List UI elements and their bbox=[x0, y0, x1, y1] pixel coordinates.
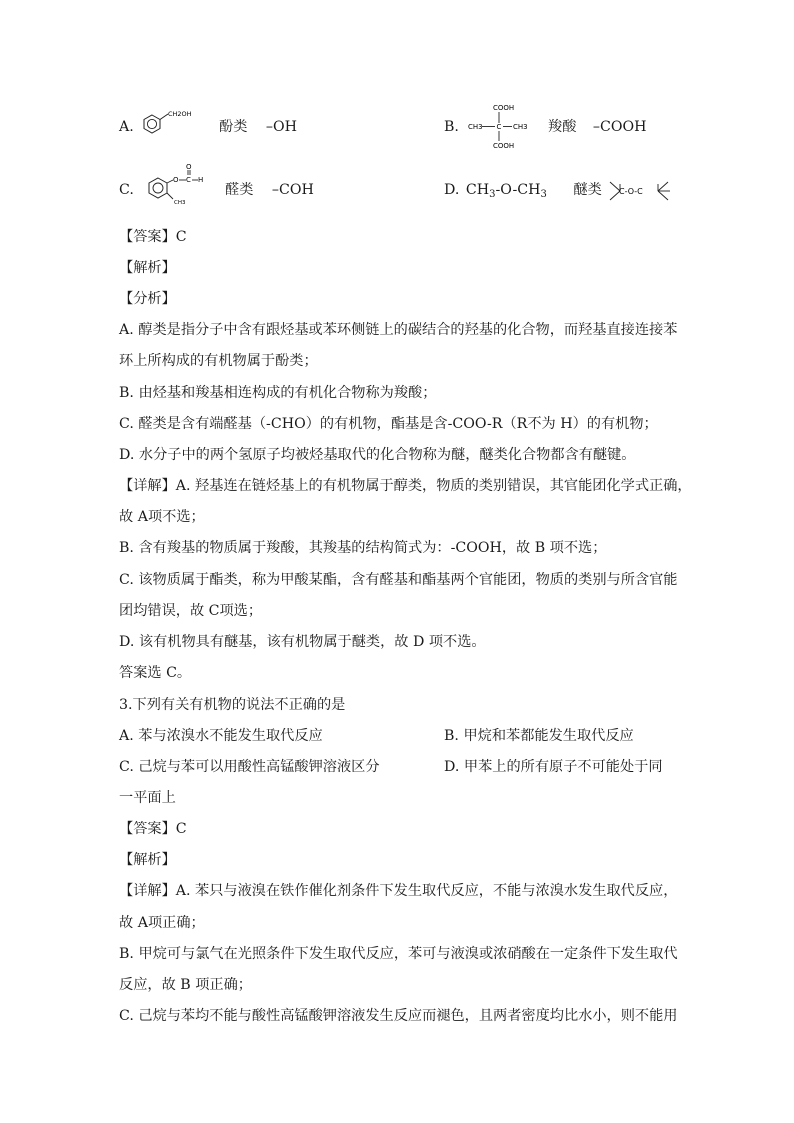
q2-jiexi-heading: 【解析】 bbox=[119, 260, 176, 276]
class-name: 羧酸 bbox=[548, 119, 577, 135]
structure-label: C bbox=[496, 123, 502, 131]
ether-formula: $CH_3-O-CH_3$ bbox=[465, 182, 547, 200]
q3-stem: 3.下列有关有机物的说法不正确的是 bbox=[119, 697, 346, 713]
option-letter: C. bbox=[119, 182, 134, 198]
q3-answer: 【答案】C bbox=[119, 821, 187, 837]
class-name: 醚类 bbox=[573, 182, 602, 198]
q2-detail-b: B. 含有羧基的物质属于羧酸，其羧基的结构简式为：-COOH，故 B 项不选； bbox=[119, 540, 607, 556]
structure-label: O bbox=[173, 176, 179, 184]
option-a bbox=[119, 117, 134, 137]
q2-detail-c-line1: C. 该物质属于酯类，称为甲酸某酯，含有醛基和酯基两个官能团，物质的类别与所含官能 bbox=[119, 572, 678, 588]
q3-jiexi-heading: 【解析】 bbox=[119, 852, 176, 868]
q2-detail-c-line2: 团均错误，故 C项选； bbox=[119, 603, 263, 619]
structure-label: CH3 bbox=[468, 123, 483, 131]
option-letter: A. bbox=[119, 119, 134, 135]
q2-analysis-d: D. 水分子中的两个氢原子均被烃基取代的化合物称为醚，醚类化合物都含有醚键。 bbox=[119, 447, 636, 463]
option-c bbox=[119, 180, 134, 200]
q2-answer: 【答案】C bbox=[119, 229, 187, 245]
structure-label: O bbox=[186, 163, 192, 171]
q2-detail-d: D. 该有机物具有醚基，该有机物属于醚类，故 D 项不选。 bbox=[119, 634, 486, 650]
option-letter: B. bbox=[444, 119, 459, 135]
group-formula: –COH bbox=[271, 182, 314, 198]
detail-label: 【详解】 bbox=[119, 478, 176, 494]
option-b bbox=[444, 117, 459, 137]
q2-fenxi-heading: 【分析】 bbox=[119, 291, 176, 307]
detail-text: A. 羟基连在链烃基上的有机物属于醇类，物质的类别错误，其官能团化学式正确， bbox=[175, 478, 692, 494]
q2-analysis-b: B. 由烃基和羧基相连构成的有机化合物称为羧酸； bbox=[119, 385, 437, 401]
q2-analysis-c: C. 醛类是含有端醛基（-CHO）的有机物，酯基是含-COO-R（R不为 H）的有机物； bbox=[119, 416, 658, 432]
option-a-class bbox=[219, 117, 297, 137]
q3-detail-a-line2: 故 A项正确； bbox=[119, 915, 205, 931]
q3-option-b: B. 甲烷和苯都能发生取代反应 bbox=[444, 728, 634, 744]
class-name: 酚类 bbox=[219, 119, 248, 135]
q2-detail-a-line2: 故 A项不选； bbox=[119, 509, 205, 525]
detail-text: A. 苯只与液溴在铁作催化剂条件下发生取代反应，不能与浓溴水发生取代反应， bbox=[175, 883, 678, 899]
q2-analysis-a-line2: 环上所构成的有机物属于酚类； bbox=[119, 353, 318, 369]
q3-option-c: C. 己烷与苯可以用酸性高锰酸钾溶液区分 bbox=[119, 759, 380, 775]
q2-analysis-a-line1: A. 醇类是指分子中含有跟烃基或苯环侧链上的碳结合的羟基的化合物，而羟基直接连接苯 bbox=[119, 322, 678, 338]
option-d bbox=[444, 180, 602, 200]
structure-label: COOH bbox=[493, 142, 515, 150]
group-formula: –COOH bbox=[592, 119, 647, 135]
structure-label: CH3 bbox=[174, 200, 186, 206]
methylphenyl-formate-structure bbox=[140, 164, 210, 214]
q3-detail-b-line1: B. 甲烷可与氯气在光照条件下发生取代反应，苯可与液溴或浓硝酸在一定条件下发生取代 bbox=[119, 946, 678, 962]
q3-detail-b-line2: 反应，故 B 项正确； bbox=[119, 977, 252, 993]
q3-option-d-line2: 一平面上 bbox=[119, 790, 176, 806]
q3-detail-c-line1: C. 己烷与苯均不能与酸性高锰酸钾溶液发生反应而褪色，且两者密度均比水小，则不能用 bbox=[119, 1008, 678, 1024]
structure-label: CH3 bbox=[513, 123, 528, 131]
option-c-class bbox=[225, 180, 314, 200]
q2-detail-a-line1 bbox=[119, 476, 692, 496]
q3-detail-a-line1 bbox=[119, 881, 677, 901]
benzyl-alcohol-structure bbox=[140, 108, 192, 142]
ether-bond-structure bbox=[606, 174, 672, 208]
structure-label: C bbox=[186, 176, 191, 184]
structure-label: COOH bbox=[493, 104, 515, 112]
option-b-class bbox=[548, 117, 647, 137]
dimethylmalonic-acid-structure bbox=[466, 100, 530, 152]
option-letter: D. bbox=[444, 182, 460, 198]
detail-label: 【详解】 bbox=[119, 883, 176, 899]
q2-conclusion: 答案选 C。 bbox=[119, 665, 192, 681]
class-name: 醛类 bbox=[225, 182, 254, 198]
structure-label: H bbox=[198, 176, 204, 184]
q3-option-d-line1: D. 甲苯上的所有原子不可能处于同 bbox=[444, 759, 663, 775]
structure-label: C-O-C bbox=[619, 187, 643, 196]
structure-label: CH2OH bbox=[168, 110, 192, 118]
group-formula: –OH bbox=[265, 119, 298, 135]
q3-option-a: A. 苯与浓溴水不能发生取代反应 bbox=[119, 728, 323, 744]
